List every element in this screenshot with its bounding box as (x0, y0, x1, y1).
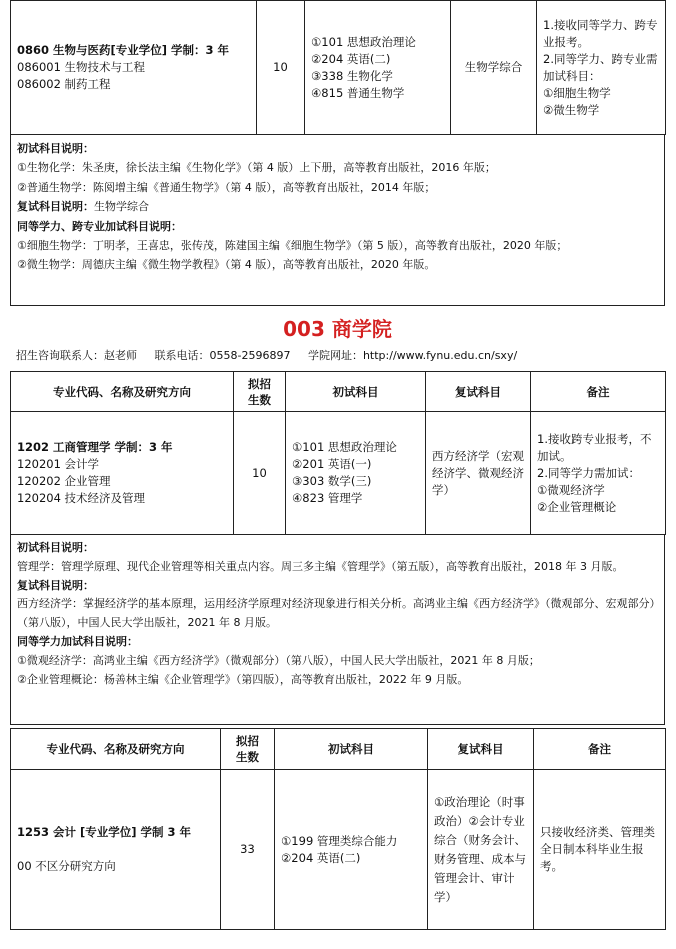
note-line: ②普通生物学：陈阅增主编《普通生物学》（第 4 版），高等教育出版社，2014 年版； (17, 180, 436, 194)
program-table-1 (10, 0, 666, 135)
header-col-remark: 备注 (534, 729, 666, 770)
exam-cell (286, 412, 426, 535)
program-title: 1202 工商管理学 学制：3 年 (17, 440, 173, 454)
remark-cell (537, 1, 666, 135)
table-row (11, 1, 666, 135)
note-line: 管理学：管理学原理、现代企业管理等相关重点内容。周三多主编《管理学》（第五版），高等教育出版社，2018 年 3 月版。 (17, 559, 624, 573)
remark-cell (531, 412, 666, 535)
contact-person: 招生咨询联系人：赵老师 (16, 349, 137, 362)
direction: 120204 技术经济及管理 (17, 491, 146, 505)
header-col-remark: 备注 (531, 372, 666, 412)
remark-item: ①微观经济学 (537, 482, 605, 497)
remark-cell: 只接收经济类、管理类全日制本科毕业生报考。 (534, 770, 666, 930)
contact-line (10, 346, 665, 366)
remark-item: 2.同等学力需加试： (537, 465, 640, 480)
note-value: 生物学综合 (94, 200, 149, 214)
header-col-retest: 复试科目 (426, 372, 531, 412)
quota-cell: 10 (234, 412, 286, 535)
notes-block-2 (10, 535, 665, 725)
retest-cell: 生物学综合 (451, 1, 537, 135)
exam-item: ①199 管理类综合能力 (281, 833, 398, 848)
header-col-retest: 复试科目 (428, 729, 534, 770)
header-col-program: 专业代码、名称及研究方向 (11, 729, 221, 770)
exam-item: ①101 思想政治理论 (292, 440, 397, 454)
exam-item: ④815 普通生物学 (311, 85, 405, 100)
program-cell (11, 1, 257, 135)
program-table-3 (10, 728, 666, 930)
direction: 120201 会计学 (17, 457, 100, 471)
quota-cell: 33 (221, 770, 275, 930)
table-row (11, 412, 666, 535)
note-heading: 初试科目说明： (17, 541, 94, 554)
note-heading: 同等学力加试科目说明： (17, 634, 138, 648)
note-line: ①细胞生物学：丁明孝，王喜忠，张传茂，陈建国主编《细胞生物学》（第 5 版），高等教育出版社，2020 年版； (17, 239, 568, 253)
note-line: ①生物化学：朱圣庚，徐长法主编《生物化学》（第 4 版）上下册，高等教育出版社，2016 年版； (17, 161, 496, 175)
remark-item: ①细胞生物学 (543, 85, 611, 100)
note-heading: 复试科目说明： (17, 200, 94, 214)
header-col-exam: 初试科目 (286, 372, 426, 412)
notes-block-1 (10, 135, 665, 306)
header-col-exam: 初试科目 (275, 729, 428, 770)
college-website[interactable]: 学院网址：http://www.fynu.edu.cn/sxy/ (307, 349, 518, 362)
table-header-row (11, 372, 666, 412)
exam-item: ②204 英语(二) (311, 51, 391, 66)
table-header-row (11, 729, 666, 770)
note-line: ②企业管理概论：杨善林主编《企业管理学》（第四版），高等教育出版社，2022 年 9 月版。 (17, 672, 469, 686)
retest-cell: 西方经济学（宏观经济学、微观经济学） (426, 412, 531, 535)
program-cell (11, 412, 234, 535)
exam-cell (305, 1, 451, 135)
note-line: ①微观经济学：高鸿业主编《西方经济学》（微观部分）（第八版），中国人民大学出版社，2021 年 8 月版； (17, 653, 540, 667)
remark-item: 1.接收跨专业报考，不加试。 (537, 431, 652, 463)
exam-item: ③338 生物化学 (311, 68, 393, 83)
direction: 086002 制药工程 (17, 77, 111, 91)
direction: 086001 生物技术与工程 (17, 60, 146, 74)
note-line: ②微生物学：周德庆主编《微生物学教程》（第 4 版），高等教育出版社，2020 年版。 (17, 258, 436, 272)
program-title: 1253 会计 [专业学位] 学制 3 年 (17, 825, 192, 839)
exam-item: ④823 管理学 (292, 491, 363, 505)
note-heading: 初试科目说明： (17, 142, 94, 155)
note-heading: 同等学力、跨专业加试科目说明： (17, 219, 182, 233)
header-col-quota: 拟招生数 (234, 372, 286, 412)
note-line: 西方经济学：掌握经济学的基本原理，运用经济学原理对经济现象进行相关分析。高鸿业主编《西方经济学》（微观部分、宏观部分）（第八版），中国人民大学出版社，2021 年 8 月版。 (17, 597, 655, 630)
direction: 120202 企业管理 (17, 474, 111, 488)
program-title: 0860 生物与医药[专业学位] 学制：3 年 (17, 43, 230, 57)
quota-cell: 10 (257, 1, 305, 135)
exam-cell (275, 770, 428, 930)
contact-phone: 联系电话：0558-2596897 (154, 349, 291, 362)
program-cell (11, 770, 221, 930)
exam-item: ②204 英语(二) (281, 850, 361, 865)
remark-item: 1.接收同等学力、跨专业报考。 (543, 17, 658, 49)
remark-item: ②微生物学 (543, 102, 600, 117)
retest-text: ①政治理论（时事政治）②会计专业综合（财务会计、财务管理、成本与管理会计、审计学） (434, 794, 526, 904)
college-title: 003 商学院 (283, 317, 392, 341)
direction: 00 不区分研究方向 (17, 859, 116, 873)
admissions-page (10, 0, 665, 948)
header-col-program: 专业代码、名称及研究方向 (11, 372, 234, 412)
table-row (11, 770, 666, 930)
program-table-2 (10, 371, 666, 535)
remark-item: 2.同等学力、跨专业需加试科目： (543, 51, 658, 83)
note-heading: 复试科目说明： (17, 578, 94, 592)
exam-item: ①101 思想政治理论 (311, 34, 416, 49)
exam-item: ③303 数学(三) (292, 474, 372, 488)
college-header (10, 306, 665, 366)
header-col-quota: 拟招生数 (221, 729, 275, 770)
retest-cell (428, 770, 534, 930)
remark-item: ②企业管理概论 (537, 499, 617, 514)
exam-item: ②201 英语(一) (292, 457, 372, 471)
